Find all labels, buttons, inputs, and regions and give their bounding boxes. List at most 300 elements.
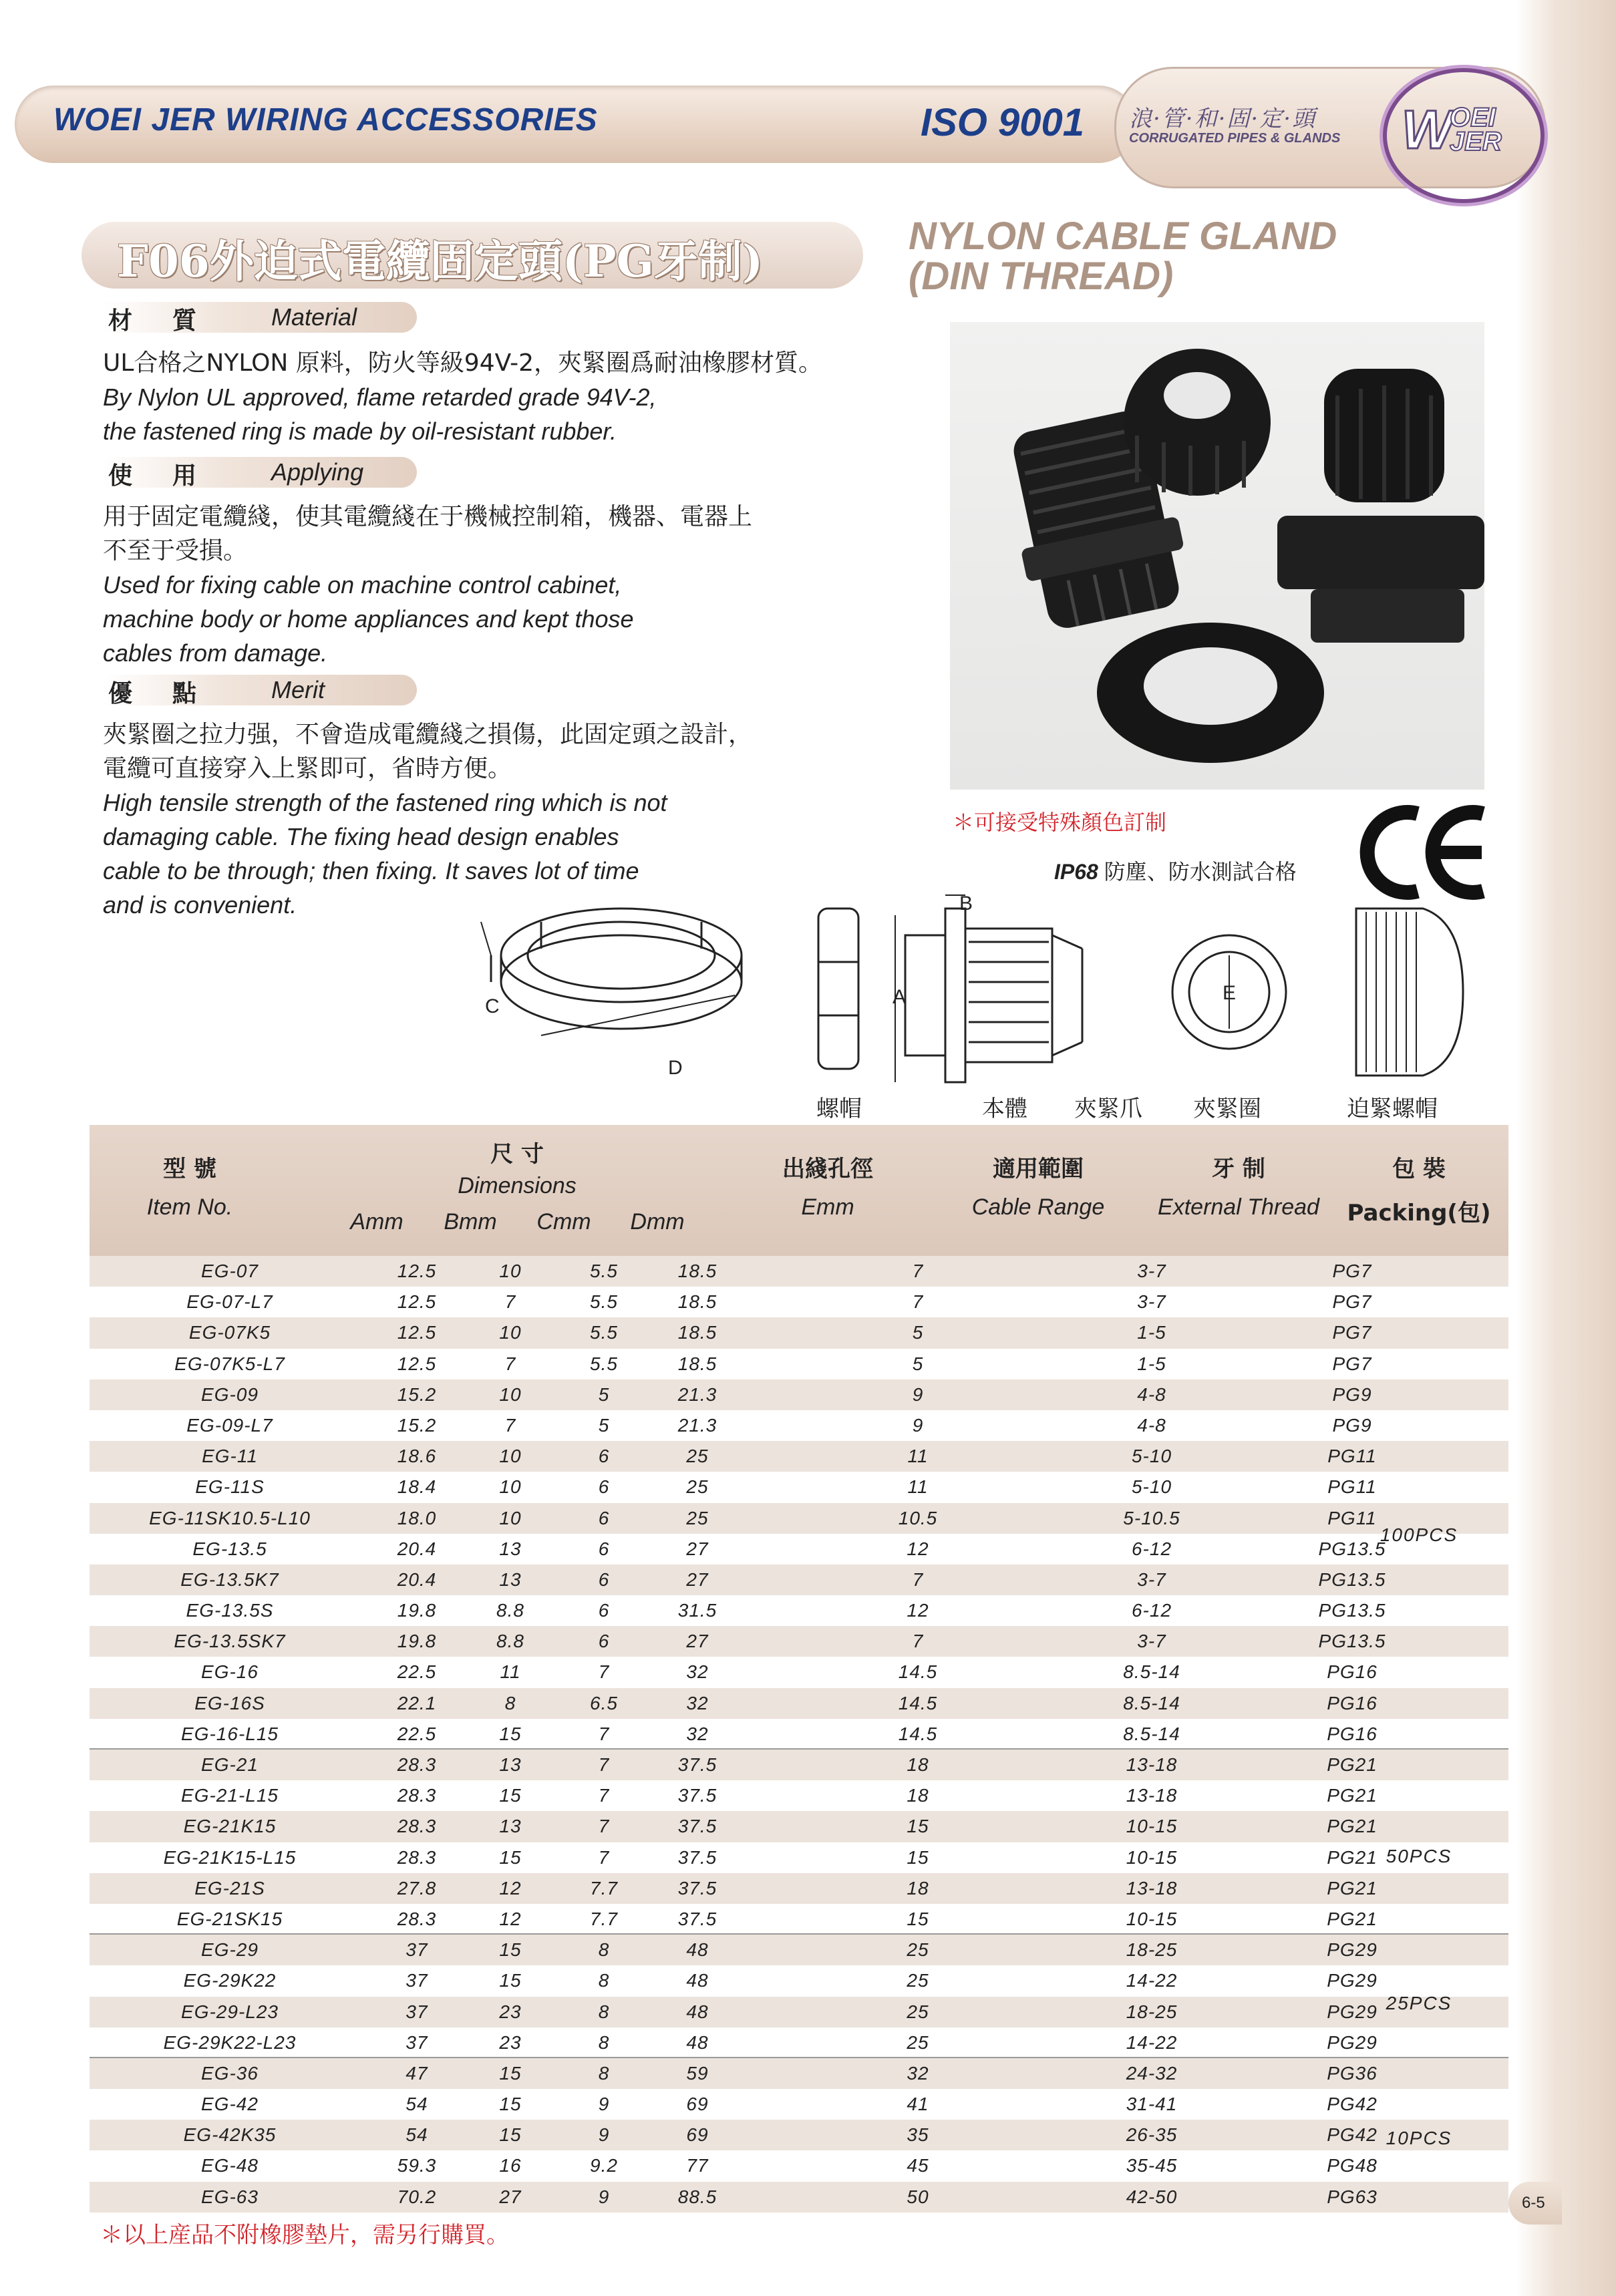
table-row bbox=[90, 1811, 1508, 1842]
table-cell: 9 bbox=[912, 1414, 924, 1436]
packing-25: 25PCS bbox=[1386, 1993, 1452, 2013]
table-cell: 3-7 bbox=[1137, 1569, 1166, 1590]
table-cell: 15 bbox=[499, 1785, 522, 1806]
table-cell: 25 bbox=[907, 1939, 929, 1961]
company-name: WOEI JER WIRING ACCESSORIES bbox=[53, 102, 598, 138]
table-cell: 22.5 bbox=[397, 1661, 437, 1683]
table-cell: 15 bbox=[907, 1816, 929, 1837]
table-cell: 8.5-14 bbox=[1123, 1692, 1180, 1713]
table-row bbox=[90, 1688, 1508, 1719]
table-cell: PG29 bbox=[1327, 2031, 1378, 2053]
ip68-note: IP68 防塵、防水測試合格 bbox=[1054, 860, 1297, 884]
logo-oei: OEI JER bbox=[1450, 103, 1502, 156]
table-cell: 5 bbox=[598, 1383, 610, 1405]
table-cell: 8.5-14 bbox=[1123, 1661, 1180, 1683]
category-cn: 浪·管·和·固·定·頭 bbox=[1129, 106, 1317, 132]
table-cell: EG-11SK10.5-L10 bbox=[149, 1507, 311, 1528]
table-cell: PG21 bbox=[1327, 1816, 1378, 1837]
table-cell: 16 bbox=[499, 2155, 522, 2176]
table-cell: 25 bbox=[686, 1507, 709, 1528]
table-cell: PG21 bbox=[1327, 1754, 1378, 1775]
table-cell: 42-50 bbox=[1126, 2186, 1178, 2207]
table-cell: 37.5 bbox=[677, 1846, 717, 1868]
table-cell: 18.6 bbox=[397, 1446, 437, 1467]
table-cell: 18-25 bbox=[1126, 1939, 1178, 1961]
table-row bbox=[90, 1287, 1508, 1317]
th-pack-cn: 包 裝 bbox=[1392, 1156, 1446, 1182]
table-cell: 18 bbox=[907, 1754, 929, 1775]
table-cell: 4-8 bbox=[1137, 1383, 1166, 1405]
table-cell: 5-10 bbox=[1131, 1476, 1172, 1498]
caption-dome-nut: 迫緊螺帽 bbox=[1347, 1096, 1438, 1122]
table-cell: 18 bbox=[907, 1785, 929, 1806]
table-cell: 6 bbox=[598, 1631, 610, 1652]
merit-heading-cn: 優點 bbox=[108, 679, 237, 707]
table-cell: 5.5 bbox=[590, 1291, 618, 1313]
table-cell: 5 bbox=[912, 1353, 924, 1374]
table-cell: 10 bbox=[499, 1476, 522, 1498]
table-cell: 8 bbox=[598, 1939, 610, 1961]
table-cell: PG36 bbox=[1327, 2062, 1378, 2084]
th-hole-en: Emm bbox=[801, 1194, 854, 1220]
table-cell: EG-29K22-L23 bbox=[163, 2031, 297, 2053]
dim-label-c: C bbox=[485, 995, 500, 1017]
table-cell: 48 bbox=[686, 1970, 709, 1991]
merit-text: 夾緊圈之拉力强，不會造成電纜綫之損傷，此固定頭之設計， 電纜可直接穿入上緊即可，省時方便。 High tensile strength of the fastened ring which is not damaging cable. The fixing head design enables cable to be through; then fixing. It saves lot of time and is convenient. bbox=[103, 721, 753, 919]
table-cell: 25 bbox=[686, 1446, 709, 1467]
table-cell: 27 bbox=[686, 1569, 709, 1590]
table-cell: 15.2 bbox=[397, 1414, 437, 1436]
table-cell: PG63 bbox=[1327, 2186, 1378, 2207]
table-cell: 37.5 bbox=[677, 1785, 717, 1806]
table-cell: 28.3 bbox=[397, 1785, 437, 1806]
table-cell: 23 bbox=[499, 2031, 522, 2053]
table-cell: 6.5 bbox=[590, 1692, 618, 1713]
table-cell: 14.5 bbox=[898, 1723, 938, 1744]
table-cell: 32 bbox=[686, 1661, 709, 1683]
table-cell: 12 bbox=[499, 1908, 522, 1929]
table-cell: 18.5 bbox=[677, 1291, 717, 1313]
table-cell: PG42 bbox=[1327, 2124, 1378, 2146]
product-title-en: NYLON CABLE GLAND (DIN THREAD) bbox=[909, 214, 1337, 298]
table-cell: 12.5 bbox=[397, 1353, 437, 1374]
table-cell: 32 bbox=[907, 2062, 929, 2084]
table-cell: 12.5 bbox=[397, 1261, 437, 1281]
table-cell: 7 bbox=[598, 1816, 610, 1837]
table-cell: 15 bbox=[907, 1908, 929, 1929]
table-cell: EG-16S bbox=[194, 1692, 265, 1713]
th-hole-cn: 出綫孔徑 bbox=[782, 1156, 873, 1182]
table-cell: 3-7 bbox=[1137, 1261, 1166, 1281]
table-cell: 54 bbox=[406, 2094, 428, 2115]
table-cell: 28.3 bbox=[397, 1908, 437, 1929]
table-cell: 9 bbox=[598, 2186, 610, 2207]
table-cell: EG-21-L15 bbox=[181, 1785, 279, 1806]
table-cell: 48 bbox=[686, 2001, 709, 2022]
applying-text: 用于固定電纜綫，使其電纜綫在于機械控制箱，機器、電器上 不至于受損。 Used for fixing cable on machine control cabinet, machine body or home appliances and kept those cables from damage. bbox=[103, 503, 753, 667]
table-cell: 7 bbox=[598, 1723, 610, 1744]
table-cell: PG13.5 bbox=[1318, 1600, 1386, 1621]
table-cell: EG-36 bbox=[201, 2062, 259, 2084]
table-cell: 22.5 bbox=[397, 1723, 437, 1744]
table-cell: 14.5 bbox=[898, 1692, 938, 1713]
table-cell: 22.1 bbox=[397, 1692, 437, 1713]
table-cell: PG11 bbox=[1327, 1476, 1377, 1498]
table-cell: 9 bbox=[598, 2094, 610, 2115]
table-cell: 5-10 bbox=[1131, 1446, 1172, 1467]
table-cell: 37 bbox=[406, 2031, 428, 2053]
table-row bbox=[90, 2089, 1508, 2120]
table-cell: 8 bbox=[598, 2001, 610, 2022]
table-cell: 10 bbox=[499, 1507, 522, 1528]
table-cell: 31.5 bbox=[677, 1600, 717, 1621]
table-cell: 14.5 bbox=[898, 1661, 938, 1683]
table-cell: 7 bbox=[504, 1353, 516, 1374]
table-cell: 8 bbox=[598, 2031, 610, 2053]
table-cell: 13-18 bbox=[1126, 1877, 1178, 1899]
table-cell: PG21 bbox=[1327, 1877, 1378, 1899]
table-cell: 10-15 bbox=[1126, 1846, 1178, 1868]
th-range-en: Cable Range bbox=[971, 1194, 1105, 1220]
table-cell: EG-63 bbox=[201, 2186, 259, 2207]
table-cell: 48 bbox=[686, 1939, 709, 1961]
table-cell: 8.8 bbox=[496, 1631, 524, 1652]
table-cell: 14-22 bbox=[1126, 2031, 1178, 2053]
table-row bbox=[90, 1410, 1508, 1441]
table-cell: 15 bbox=[499, 2124, 522, 2146]
table-cell: 6 bbox=[598, 1446, 610, 1467]
table-cell: EG-13.5SK7 bbox=[174, 1631, 286, 1652]
caption-body: 本體 bbox=[982, 1096, 1027, 1122]
table-cell: 25 bbox=[907, 2001, 929, 2022]
merit-heading-en: Merit bbox=[271, 676, 325, 703]
table-cell: 12.5 bbox=[397, 1291, 437, 1313]
table-row bbox=[90, 1379, 1508, 1410]
table-cell: 23 bbox=[499, 2001, 522, 2022]
table-cell: 88.5 bbox=[677, 2186, 717, 2207]
table-row bbox=[90, 2027, 1508, 2058]
table-cell: EG-11S bbox=[195, 1476, 265, 1498]
table-cell: 69 bbox=[686, 2094, 709, 2115]
dim-label-a: A bbox=[893, 986, 907, 1008]
material-heading-en: Material bbox=[271, 303, 357, 331]
table-cell: 18-25 bbox=[1126, 2001, 1178, 2022]
table-cell: 18 bbox=[907, 1877, 929, 1899]
table-cell: 13 bbox=[499, 1816, 522, 1837]
table-cell: 8 bbox=[598, 2062, 610, 2084]
side-decor-band bbox=[1516, 0, 1616, 2296]
table-cell: 8.8 bbox=[496, 1600, 524, 1621]
table-cell: 13 bbox=[499, 1754, 522, 1775]
table-cell: 5 bbox=[598, 1414, 610, 1436]
table-cell: 35-45 bbox=[1126, 2155, 1178, 2176]
table-cell: 9.2 bbox=[590, 2155, 618, 2176]
table-cell: EG-09-L7 bbox=[186, 1414, 273, 1436]
table-cell: 15 bbox=[499, 1723, 522, 1744]
table-cell: 37 bbox=[406, 1970, 428, 1991]
table-cell: 11 bbox=[907, 1446, 929, 1467]
table-row bbox=[90, 1904, 1508, 1935]
table-row bbox=[90, 1595, 1508, 1626]
table-cell: 27 bbox=[499, 2186, 522, 2207]
table-cell: 18.0 bbox=[397, 1507, 437, 1528]
table-cell: EG-21S bbox=[194, 1877, 265, 1899]
table-cell: 47 bbox=[406, 2062, 428, 2084]
table-row bbox=[90, 1626, 1508, 1657]
table-cell: 20.4 bbox=[397, 1569, 437, 1590]
table-cell: 18.5 bbox=[677, 1322, 717, 1343]
table-cell: PG13.5 bbox=[1318, 1631, 1386, 1652]
table-cell: 8 bbox=[598, 1970, 610, 1991]
packing-100: 100PCS bbox=[1380, 1524, 1458, 1545]
table-row bbox=[90, 1873, 1508, 1904]
dim-label-e: E bbox=[1223, 982, 1237, 1004]
table-cell: EG-13.5K7 bbox=[180, 1569, 279, 1590]
table-cell: 13 bbox=[499, 1538, 522, 1559]
table-cell: 5 bbox=[912, 1322, 924, 1343]
th-dim-cn: 尺 寸 bbox=[490, 1141, 544, 1168]
table-cell: PG11 bbox=[1327, 1446, 1377, 1467]
table-cell: 6 bbox=[598, 1538, 610, 1559]
table-cell: 28.3 bbox=[397, 1754, 437, 1775]
table-cell: 20.4 bbox=[397, 1538, 437, 1559]
table-cell: EG-42 bbox=[201, 2094, 259, 2115]
dim-label-b: B bbox=[959, 892, 973, 915]
product-photo bbox=[950, 322, 1484, 790]
table-row bbox=[90, 1472, 1508, 1502]
table-cell: 77 bbox=[686, 2155, 709, 2176]
table-cell: 37.5 bbox=[677, 1754, 717, 1775]
table-body bbox=[90, 1256, 1508, 2212]
table-row bbox=[90, 1441, 1508, 1472]
table-cell: 19.8 bbox=[397, 1631, 437, 1652]
table-cell: EG-07 bbox=[201, 1261, 259, 1281]
table-cell: 4-8 bbox=[1137, 1414, 1166, 1436]
th-item-en: Item No. bbox=[146, 1194, 233, 1220]
table-cell: EG-29-L23 bbox=[181, 2001, 279, 2022]
table-cell: 59.3 bbox=[397, 2155, 437, 2176]
table-cell: 41 bbox=[907, 2094, 929, 2115]
table-cell: EG-07-L7 bbox=[186, 1291, 273, 1313]
table-cell: EG-13.5 bbox=[192, 1538, 267, 1559]
packing-10: 10PCS bbox=[1386, 2128, 1452, 2148]
table-cell: 5.5 bbox=[590, 1353, 618, 1374]
table-cell: EG-11 bbox=[202, 1446, 258, 1467]
table-cell: 32 bbox=[686, 1692, 709, 1713]
table-cell: 15 bbox=[499, 1846, 522, 1868]
table-cell: 7 bbox=[504, 1414, 516, 1436]
caption-claw: 夾緊爪 bbox=[1074, 1096, 1142, 1122]
table-cell: 7 bbox=[598, 1754, 610, 1775]
table-cell: 7 bbox=[598, 1846, 610, 1868]
table-cell: PG21 bbox=[1327, 1785, 1378, 1806]
table-cell: PG21 bbox=[1327, 1908, 1378, 1929]
table-row bbox=[90, 1503, 1508, 1534]
table-cell: EG-48 bbox=[201, 2155, 259, 2176]
table-cell: PG9 bbox=[1332, 1383, 1372, 1405]
table-cell: 25 bbox=[686, 1476, 709, 1498]
table-cell: EG-42K35 bbox=[183, 2124, 277, 2146]
table-row bbox=[90, 2058, 1508, 2089]
table-row bbox=[90, 2182, 1508, 2212]
table-cell: 37.5 bbox=[677, 1877, 717, 1899]
table-cell: PG11 bbox=[1327, 1507, 1377, 1528]
table-cell: 32 bbox=[686, 1723, 709, 1744]
th-item-cn: 型 號 bbox=[163, 1156, 216, 1182]
table-cell: 7 bbox=[504, 1291, 516, 1313]
table-header bbox=[90, 1125, 1508, 1259]
page-number: 6-5 bbox=[1522, 2194, 1545, 2212]
table-cell: 35 bbox=[907, 2124, 929, 2146]
table-cell: EG-29K22 bbox=[183, 1970, 277, 1991]
table-cell: 10.5 bbox=[898, 1507, 938, 1528]
table-cell: 7.7 bbox=[590, 1908, 618, 1929]
applying-heading-cn: 使用 bbox=[108, 462, 237, 490]
table-cell: 11 bbox=[500, 1661, 521, 1683]
table-cell: 10 bbox=[499, 1446, 522, 1467]
table-cell: 37 bbox=[406, 1939, 428, 1961]
table-cell: 18.5 bbox=[677, 1353, 717, 1374]
logo-w: W bbox=[1402, 100, 1454, 160]
table-cell: 6-12 bbox=[1131, 1600, 1172, 1621]
table-cell: 21.3 bbox=[677, 1383, 717, 1405]
table-cell: 5.5 bbox=[590, 1322, 618, 1343]
table-cell: 70.2 bbox=[397, 2186, 437, 2207]
table-cell: 9 bbox=[598, 2124, 610, 2146]
table-cell: 6 bbox=[598, 1507, 610, 1528]
table-cell: EG-07K5 bbox=[188, 1322, 271, 1343]
table-cell: PG9 bbox=[1332, 1414, 1372, 1436]
table-cell: 7 bbox=[912, 1569, 924, 1590]
table-row bbox=[90, 1997, 1508, 2027]
table-cell: EG-21SK15 bbox=[176, 1908, 283, 1929]
table-cell: 18.4 bbox=[397, 1476, 437, 1498]
table-cell: EG-21 bbox=[201, 1754, 259, 1775]
table-cell: 13-18 bbox=[1126, 1754, 1178, 1775]
table-cell: 13 bbox=[499, 1569, 522, 1590]
table-cell: 6 bbox=[598, 1569, 610, 1590]
th-b: Bmm bbox=[444, 1209, 497, 1235]
table-cell: 7.7 bbox=[590, 1877, 618, 1899]
material-text: UL合格之NYLON 原料，防火等級94V-2，夾緊圈爲耐油橡膠材質。 By Nylon UL approved, flame retarded grade 94V-2, the fastened ring is made by oil-resistant rubber. bbox=[103, 349, 823, 445]
table-row bbox=[90, 2120, 1508, 2150]
table-cell: 10 bbox=[499, 1261, 522, 1281]
dim-label-d: D bbox=[668, 1057, 683, 1079]
table-cell: 27 bbox=[686, 1538, 709, 1559]
iso-label: ISO 9001 bbox=[921, 101, 1085, 144]
table-cell: PG29 bbox=[1327, 1939, 1378, 1961]
table-cell: 10-15 bbox=[1126, 1816, 1178, 1837]
table-cell: EG-21K15 bbox=[183, 1816, 277, 1837]
caption-seal-ring: 夾緊圈 bbox=[1193, 1096, 1261, 1122]
table-cell: 15.2 bbox=[397, 1383, 437, 1405]
th-range-cn: 適用範圍 bbox=[993, 1156, 1084, 1182]
group-divider bbox=[90, 1748, 1508, 1750]
color-order-note: ＊可接受特殊顏色訂制 bbox=[953, 810, 1167, 834]
table-cell: 15 bbox=[499, 2094, 522, 2115]
table-row bbox=[90, 1317, 1508, 1348]
table-cell: 10 bbox=[499, 1383, 522, 1405]
table-cell: 14-22 bbox=[1126, 1970, 1178, 1991]
caption-nut: 螺帽 bbox=[816, 1096, 862, 1122]
table-cell: 45 bbox=[907, 2155, 929, 2176]
product-title-cn: F06外迫式電纜固定頭(PG牙制) bbox=[117, 235, 764, 287]
material-heading-cn: 材質 bbox=[108, 307, 237, 335]
table-cell: 37.5 bbox=[677, 1816, 717, 1837]
table-cell: PG13.5 bbox=[1318, 1538, 1386, 1559]
table-cell: 8.5-14 bbox=[1123, 1723, 1180, 1744]
table-row bbox=[90, 1349, 1508, 1379]
table-cell: PG16 bbox=[1327, 1692, 1378, 1713]
group-divider bbox=[90, 1933, 1508, 1935]
table-cell: EG-16-L15 bbox=[181, 1723, 279, 1744]
table-cell: 12 bbox=[907, 1600, 929, 1621]
table-cell: 31-41 bbox=[1126, 2094, 1178, 2115]
table-cell: 9 bbox=[912, 1383, 924, 1405]
group-divider bbox=[90, 2057, 1508, 2058]
table-cell: 18.5 bbox=[677, 1261, 717, 1281]
table-cell: PG7 bbox=[1332, 1291, 1372, 1313]
table-cell: 12.5 bbox=[397, 1322, 437, 1343]
table-row bbox=[90, 1965, 1508, 1996]
table-cell: 37 bbox=[406, 2001, 428, 2022]
table-cell: PG48 bbox=[1327, 2155, 1378, 2176]
table-row bbox=[90, 1780, 1508, 1811]
table-cell: 6 bbox=[598, 1600, 610, 1621]
table-cell: 28.3 bbox=[397, 1846, 437, 1868]
table-cell: EG-29 bbox=[201, 1939, 259, 1961]
table-cell: PG29 bbox=[1327, 2001, 1378, 2022]
table-cell: 7 bbox=[912, 1631, 924, 1652]
table-row bbox=[90, 1719, 1508, 1750]
table-cell: 3-7 bbox=[1137, 1631, 1166, 1652]
table-cell: PG16 bbox=[1327, 1723, 1378, 1744]
table-cell: 7 bbox=[912, 1291, 924, 1313]
table-cell: 24-32 bbox=[1126, 2062, 1178, 2084]
table-cell: 1-5 bbox=[1137, 1353, 1166, 1374]
table-cell: 50 bbox=[907, 2186, 929, 2207]
packing-50: 50PCS bbox=[1386, 1846, 1452, 1866]
table-cell: 25 bbox=[907, 2031, 929, 2053]
table-cell: 7 bbox=[912, 1261, 924, 1281]
table-cell: 13-18 bbox=[1126, 1785, 1178, 1806]
table-row bbox=[90, 1935, 1508, 1965]
table-cell: 6 bbox=[598, 1476, 610, 1498]
table-cell: 5.5 bbox=[590, 1261, 618, 1281]
table-cell: 1-5 bbox=[1137, 1322, 1166, 1343]
table-cell: 7 bbox=[598, 1661, 610, 1683]
table-cell: 48 bbox=[686, 2031, 709, 2053]
table-cell: PG7 bbox=[1332, 1261, 1372, 1281]
table-cell: 8 bbox=[504, 1692, 516, 1713]
table-cell: 59 bbox=[686, 2062, 709, 2084]
table-cell: PG13.5 bbox=[1318, 1569, 1386, 1590]
table-cell: PG16 bbox=[1327, 1661, 1378, 1683]
table-cell: EG-21K15-L15 bbox=[163, 1846, 297, 1868]
th-c: Cmm bbox=[536, 1209, 591, 1235]
footnote: ＊以上産品不附橡膠墊片，需另行購買。 bbox=[100, 2223, 509, 2248]
table-cell: PG42 bbox=[1327, 2094, 1378, 2115]
table-cell: 15 bbox=[499, 1970, 522, 1991]
applying-heading-en: Applying bbox=[271, 458, 364, 486]
table-cell: EG-16 bbox=[201, 1661, 259, 1683]
table-cell: 15 bbox=[499, 1939, 522, 1961]
table-cell: PG7 bbox=[1332, 1322, 1372, 1343]
table-cell: 19.8 bbox=[397, 1600, 437, 1621]
table-cell: PG7 bbox=[1332, 1353, 1372, 1374]
th-a: Amm bbox=[350, 1209, 403, 1235]
table-cell: 37.5 bbox=[677, 1908, 717, 1929]
